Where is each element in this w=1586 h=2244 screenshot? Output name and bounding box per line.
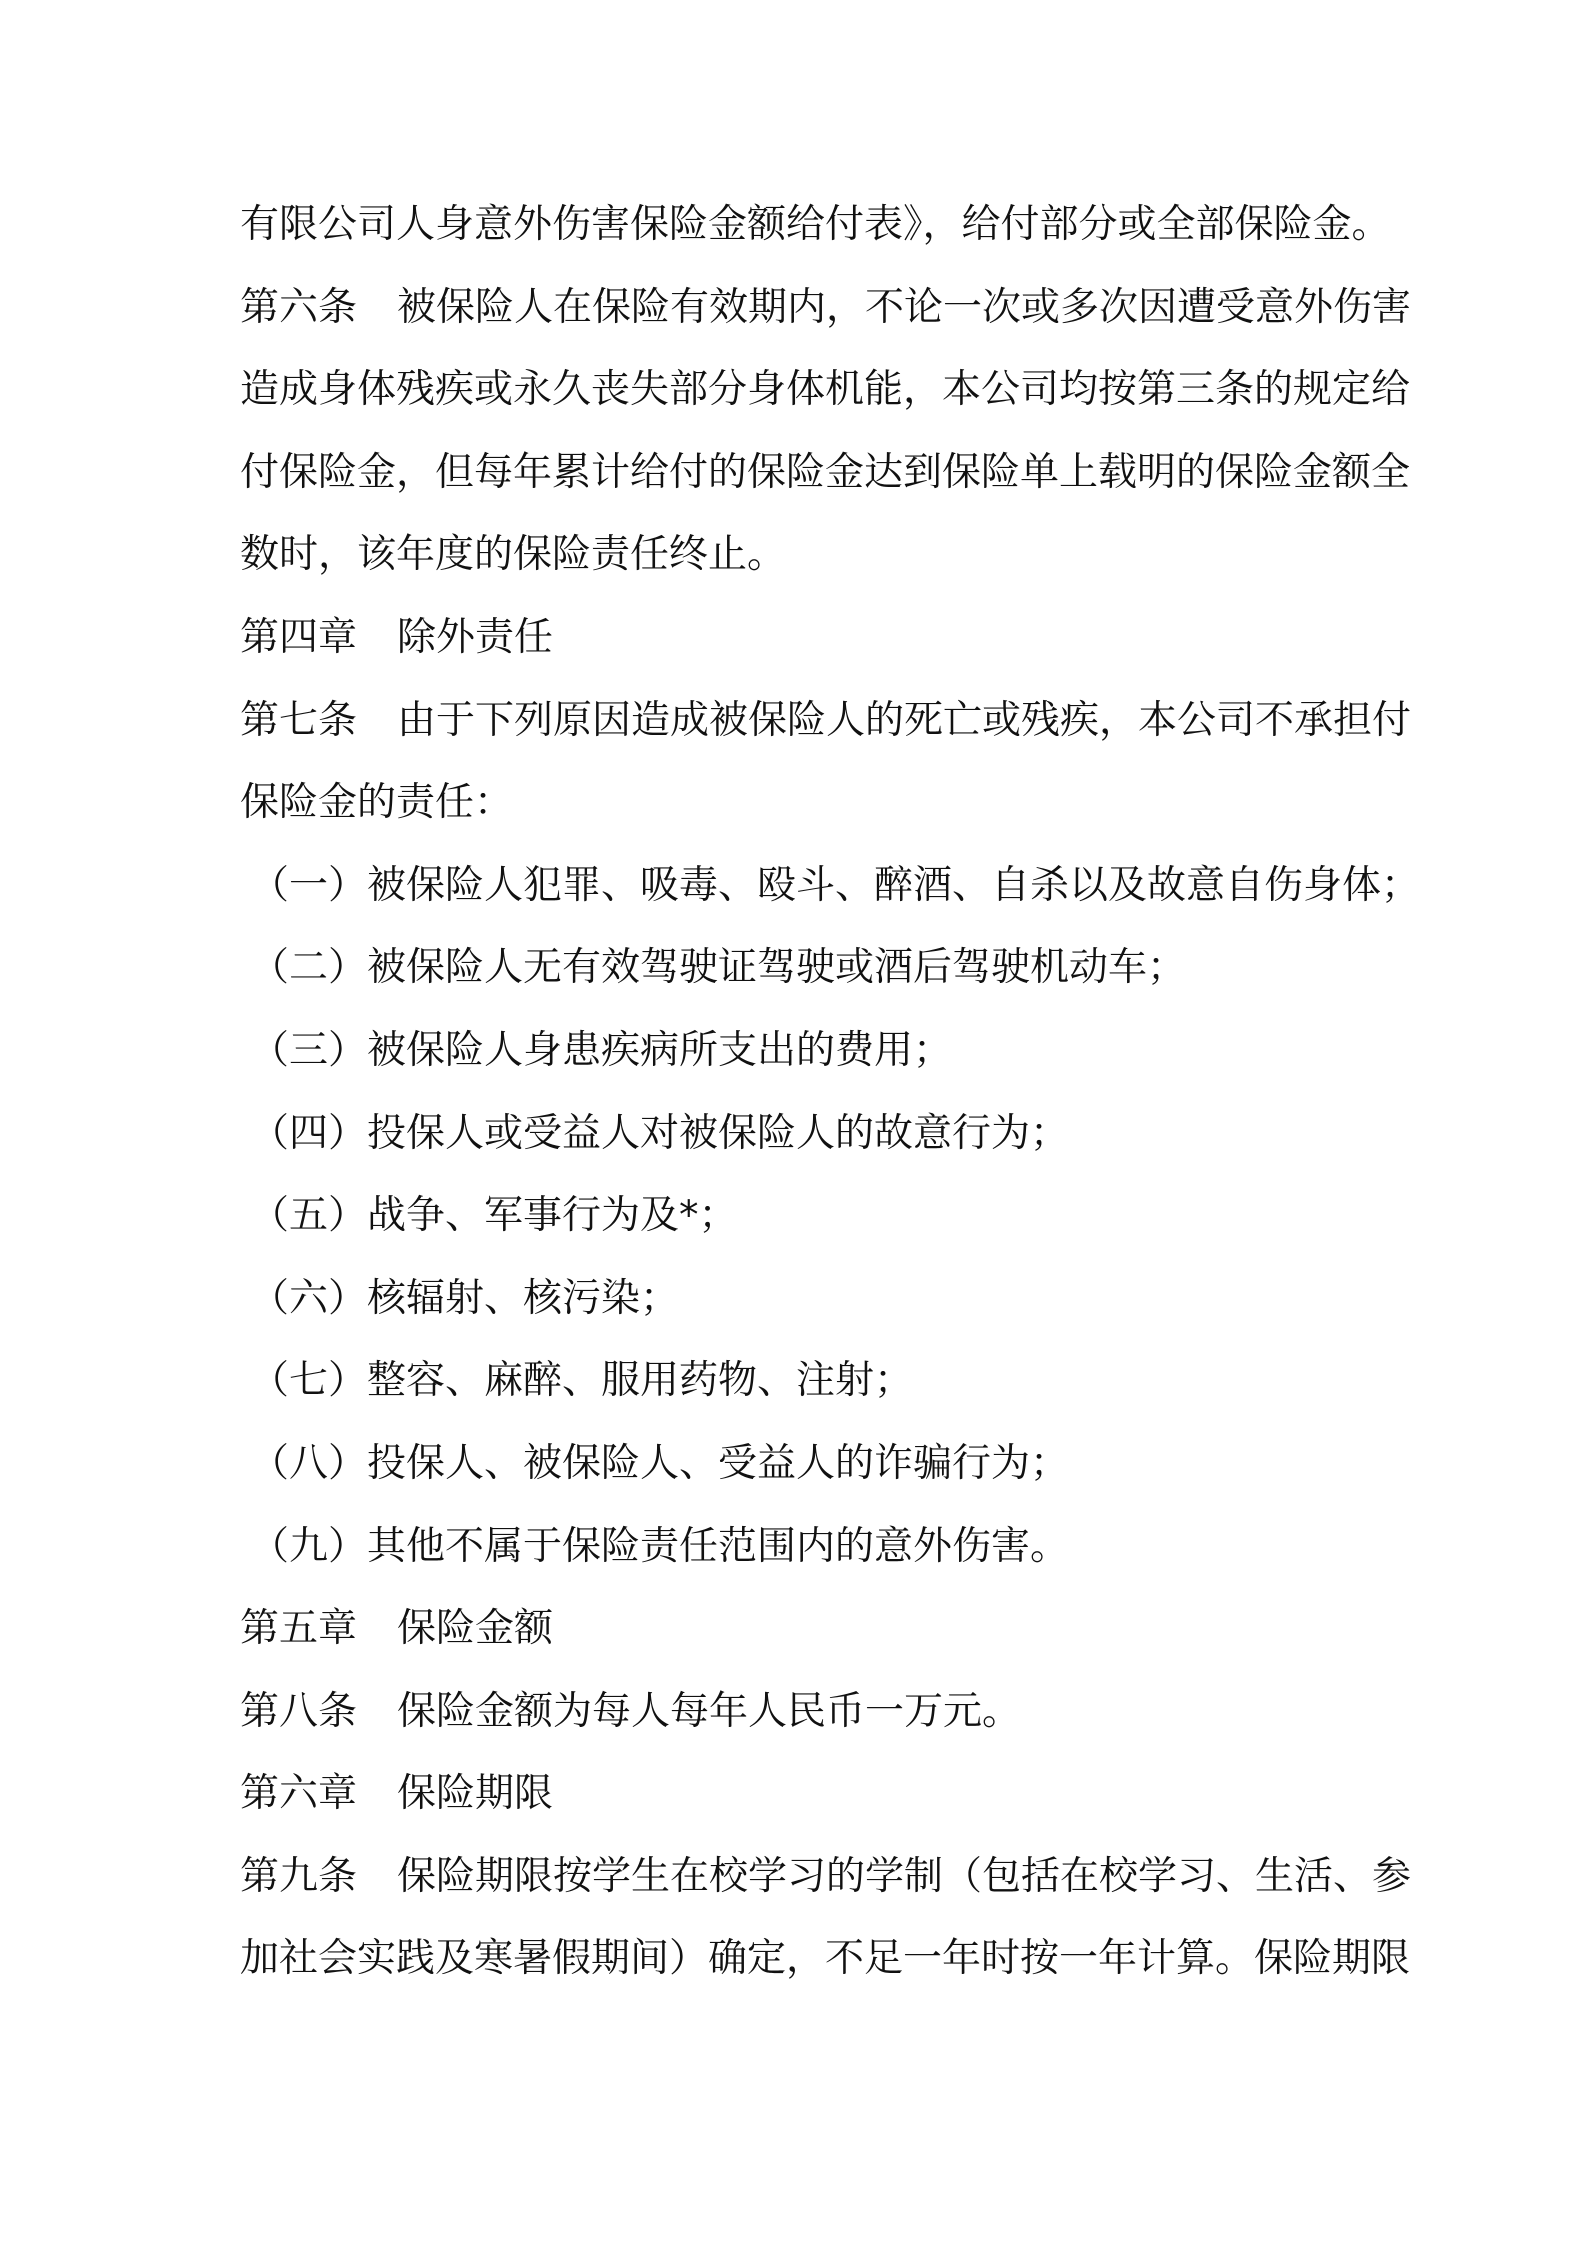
list-item: （四）投保人或受益人对被保险人的故意行为； bbox=[250, 1110, 1070, 1156]
text-line: 有限公司人身意外伤害保险金额给付表》，给付部分或全部保险金。 bbox=[240, 202, 1391, 247]
list-item: （八）投保人、被保险人、受益人的诈骗行为； bbox=[250, 1440, 1070, 1486]
list-item: （七）整容、麻醉、服用药物、注射； bbox=[250, 1358, 914, 1404]
article-label: 第八条 bbox=[240, 1688, 358, 1734]
article-line bbox=[240, 267, 1412, 350]
list-item: （一）被保险人犯罪、吸毒、殴斗、醉酒、自杀以及故意自伤身体； bbox=[250, 862, 1421, 908]
chapter-label: 第四章 bbox=[240, 614, 358, 660]
chapter-label: 第五章 bbox=[240, 1606, 358, 1652]
chapter-title: 除外责任 bbox=[397, 614, 554, 660]
list-item: （六）核辐射、核污染； bbox=[250, 1275, 680, 1321]
article-line bbox=[240, 680, 1412, 763]
article-label: 第九条 bbox=[240, 1853, 358, 1899]
chapter-title: 保险金额 bbox=[397, 1606, 554, 1652]
chapter-label: 第六章 bbox=[240, 1771, 358, 1817]
article-text: 由于下列原因造成被保险人的死亡或残疾，本公司不承担付 bbox=[397, 697, 1412, 743]
article-label: 第六条 bbox=[240, 284, 358, 330]
chapter-heading bbox=[240, 1753, 1360, 1836]
article-line bbox=[240, 1836, 1412, 1919]
article-text: 保险期限按学生在校学习的学制（包括在校学习、生活、参 bbox=[397, 1853, 1412, 1899]
list-item: （五）战争、军事行为及*； bbox=[250, 1193, 738, 1239]
list-item: （二）被保险人无有效驾驶证驾驶或酒后驾驶机动车； bbox=[250, 945, 1187, 991]
article-line bbox=[240, 1671, 1360, 1754]
text-line: 加社会实践及寒暑假期间）确定，不足一年时按一年计算。保险期限 bbox=[240, 1936, 1411, 1982]
text-line: 付保险金，但每年累计给付的保险金达到保险单上载明的保险金额全 bbox=[240, 449, 1411, 495]
article-text: 被保险人在保险有效期内，不论一次或多次因遭受意外伤害 bbox=[397, 284, 1412, 330]
text-line: 保险金的责任： bbox=[240, 780, 514, 826]
document-page bbox=[240, 184, 1421, 2001]
article-text: 保险金额为每人每年人民币一万元。 bbox=[397, 1688, 1022, 1734]
article-label: 第七条 bbox=[240, 697, 358, 743]
chapter-title: 保险期限 bbox=[397, 1771, 554, 1817]
chapter-heading bbox=[240, 597, 1360, 680]
chapter-heading bbox=[240, 1588, 1360, 1671]
text-line: 数时，该年度的保险责任终止。 bbox=[240, 532, 787, 578]
text-line: 造成身体残疾或永久丧失部分身体机能，本公司均按第三条的规定给 bbox=[240, 367, 1411, 413]
list-item: （三）被保险人身患疾病所支出的费用； bbox=[250, 1027, 953, 1073]
list-item: （九）其他不属于保险责任范围内的意外伤害。 bbox=[250, 1523, 1070, 1569]
